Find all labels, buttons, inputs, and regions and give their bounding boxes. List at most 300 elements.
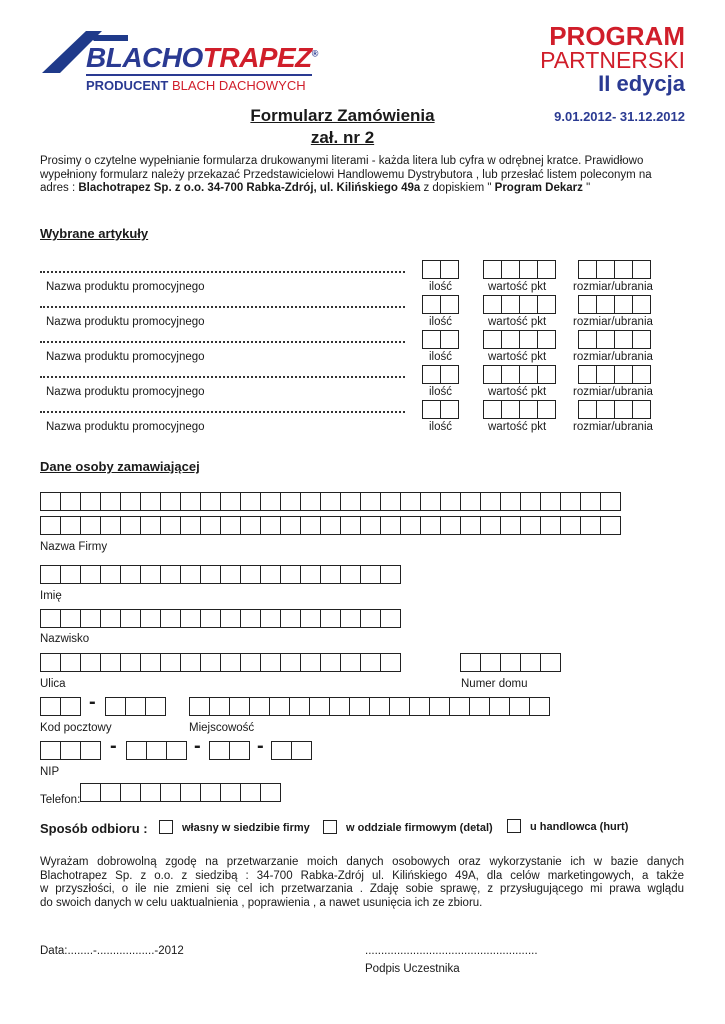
points-label: wartość pkt xyxy=(488,386,547,398)
program-edition: II edycja xyxy=(598,71,685,96)
input-box[interactable] xyxy=(209,697,230,716)
input-box[interactable] xyxy=(422,365,441,384)
input-box[interactable] xyxy=(260,492,281,511)
first-name-boxes[interactable] xyxy=(40,565,400,584)
input-box[interactable] xyxy=(320,492,341,511)
size-boxes[interactable] xyxy=(578,260,650,279)
input-box[interactable] xyxy=(200,492,221,511)
brand-subtitle-part2: BLACH DACHOWYCH xyxy=(171,78,306,93)
quantity-label: ilość xyxy=(429,386,453,398)
input-box[interactable] xyxy=(389,697,410,716)
input-box[interactable] xyxy=(180,516,201,535)
input-box[interactable] xyxy=(60,653,81,672)
input-box[interactable] xyxy=(380,609,401,628)
input-box[interactable] xyxy=(483,295,502,314)
input-box[interactable] xyxy=(440,365,459,384)
input-box[interactable] xyxy=(120,783,141,802)
input-box[interactable] xyxy=(100,783,121,802)
input-box[interactable] xyxy=(120,516,141,535)
input-box[interactable] xyxy=(220,565,241,584)
input-box[interactable] xyxy=(440,260,459,279)
input-box[interactable] xyxy=(596,260,615,279)
input-box[interactable] xyxy=(60,609,81,628)
input-box[interactable] xyxy=(360,565,381,584)
street-label: Ulica xyxy=(40,678,66,690)
size-boxes[interactable] xyxy=(578,365,650,384)
nip-dash: - xyxy=(110,735,117,757)
input-box[interactable] xyxy=(537,330,556,349)
input-box[interactable] xyxy=(260,516,281,535)
input-box[interactable] xyxy=(160,653,181,672)
intro-address-prefix: adres : xyxy=(40,182,79,194)
points-boxes[interactable] xyxy=(483,260,555,279)
pickup-option1-checkbox[interactable] xyxy=(159,820,173,834)
nip-dash: - xyxy=(194,735,201,757)
input-box[interactable] xyxy=(489,697,510,716)
input-box[interactable] xyxy=(126,741,147,760)
input-box[interactable] xyxy=(580,516,601,535)
points-label: wartość pkt xyxy=(488,421,547,433)
input-box[interactable] xyxy=(509,697,530,716)
input-box[interactable] xyxy=(429,697,450,716)
input-box[interactable] xyxy=(349,697,370,716)
input-box[interactable] xyxy=(140,492,161,511)
input-box[interactable] xyxy=(280,653,301,672)
input-box[interactable] xyxy=(105,697,126,716)
input-box[interactable] xyxy=(140,565,161,584)
input-box[interactable] xyxy=(578,330,597,349)
city-boxes[interactable] xyxy=(189,697,549,716)
input-box[interactable] xyxy=(360,492,381,511)
input-box[interactable] xyxy=(449,697,470,716)
input-box[interactable] xyxy=(200,783,221,802)
input-box[interactable] xyxy=(60,516,81,535)
input-box[interactable] xyxy=(200,609,221,628)
input-box[interactable] xyxy=(537,400,556,419)
input-box[interactable] xyxy=(422,330,441,349)
input-box[interactable] xyxy=(440,516,461,535)
input-box[interactable] xyxy=(271,741,292,760)
input-box[interactable] xyxy=(160,609,181,628)
input-box[interactable] xyxy=(614,260,633,279)
input-box[interactable] xyxy=(300,609,321,628)
input-box[interactable] xyxy=(189,697,210,716)
company-boxes-row1[interactable] xyxy=(40,492,620,511)
city-label: Miejscowość xyxy=(189,722,255,734)
input-box[interactable] xyxy=(240,609,261,628)
input-box[interactable] xyxy=(483,400,502,419)
input-box[interactable] xyxy=(340,516,361,535)
input-box[interactable] xyxy=(200,653,221,672)
form-subtitle: zał. nr 2 xyxy=(310,128,375,147)
input-box[interactable] xyxy=(360,653,381,672)
quantity-boxes[interactable] xyxy=(422,260,458,279)
input-box[interactable] xyxy=(240,783,261,802)
company-boxes-row2[interactable] xyxy=(40,516,620,535)
input-box[interactable] xyxy=(80,653,101,672)
input-box[interactable] xyxy=(614,295,633,314)
intro-text xyxy=(40,155,686,196)
input-box[interactable] xyxy=(80,609,101,628)
input-box[interactable] xyxy=(320,653,341,672)
input-box[interactable] xyxy=(249,697,270,716)
input-box[interactable] xyxy=(140,516,161,535)
input-box[interactable] xyxy=(160,783,181,802)
size-label: rozmiar/ubrania xyxy=(573,281,653,293)
input-box[interactable] xyxy=(529,697,550,716)
input-box[interactable] xyxy=(440,330,459,349)
input-box[interactable] xyxy=(229,741,250,760)
input-box[interactable] xyxy=(280,516,301,535)
input-box[interactable] xyxy=(540,653,561,672)
nip-label: NIP xyxy=(40,766,60,778)
input-box[interactable] xyxy=(340,609,361,628)
input-box[interactable] xyxy=(60,492,81,511)
input-box[interactable] xyxy=(500,492,521,511)
input-box[interactable] xyxy=(632,260,651,279)
product-name-line[interactable] xyxy=(40,306,405,308)
input-box[interactable] xyxy=(166,741,187,760)
input-box[interactable] xyxy=(269,697,290,716)
input-box[interactable] xyxy=(380,516,401,535)
points-boxes[interactable] xyxy=(483,330,555,349)
input-box[interactable] xyxy=(596,365,615,384)
input-box[interactable] xyxy=(340,565,361,584)
nip-boxes-c[interactable] xyxy=(209,741,249,760)
input-box[interactable] xyxy=(519,260,538,279)
consent-line: w przyszłości, o ile nie zmieni się cel ich przetwarzania . Zdaję sobie sprawę, z przysługującego mi prawa wglądu xyxy=(40,883,684,895)
points-label: wartość pkt xyxy=(488,316,547,328)
brand-name-part2: TRAPEZ xyxy=(202,42,312,73)
quantity-boxes[interactable] xyxy=(422,295,458,314)
input-box[interactable] xyxy=(280,492,301,511)
pickup-option3-checkbox[interactable] xyxy=(507,819,521,833)
input-box[interactable] xyxy=(469,697,490,716)
input-box[interactable] xyxy=(519,295,538,314)
consent-text xyxy=(40,856,684,910)
input-box[interactable] xyxy=(440,400,459,419)
quantity-boxes[interactable] xyxy=(422,365,458,384)
points-boxes[interactable] xyxy=(483,400,555,419)
nip-boxes-b[interactable] xyxy=(126,741,186,760)
input-box[interactable] xyxy=(80,492,101,511)
input-box[interactable] xyxy=(240,565,261,584)
input-box[interactable] xyxy=(537,295,556,314)
input-box[interactable] xyxy=(480,516,501,535)
quantity-label: ilość xyxy=(429,351,453,363)
quantity-label: ilość xyxy=(429,421,453,433)
input-box[interactable] xyxy=(40,565,61,584)
input-box[interactable] xyxy=(422,295,441,314)
input-box[interactable] xyxy=(40,697,61,716)
input-box[interactable] xyxy=(209,741,230,760)
input-box[interactable] xyxy=(580,492,601,511)
input-box[interactable] xyxy=(40,653,61,672)
program-subtitle: PARTNERSKI xyxy=(540,47,685,73)
input-box[interactable] xyxy=(500,516,521,535)
input-box[interactable] xyxy=(560,516,581,535)
input-box[interactable] xyxy=(578,400,597,419)
product-name-line[interactable] xyxy=(40,271,405,273)
points-boxes[interactable] xyxy=(483,365,555,384)
input-box[interactable] xyxy=(614,365,633,384)
quantity-boxes[interactable] xyxy=(422,330,458,349)
input-box[interactable] xyxy=(440,492,461,511)
postal-code-boxes-b[interactable] xyxy=(105,697,165,716)
articles-heading: Wybrane artykuły xyxy=(40,226,149,241)
phone-label: Telefon: xyxy=(40,794,81,806)
form-title: Formularz Zamówienia xyxy=(250,106,435,125)
pickup-heading: Sposób odbioru : xyxy=(40,821,148,836)
input-box[interactable] xyxy=(120,492,141,511)
input-box[interactable] xyxy=(40,609,61,628)
postal-dash: - xyxy=(89,691,96,713)
input-box[interactable] xyxy=(422,400,441,419)
input-box[interactable] xyxy=(60,565,81,584)
input-box[interactable] xyxy=(260,653,281,672)
input-box[interactable] xyxy=(360,609,381,628)
program-dates: 9.01.2012- 31.12.2012 xyxy=(554,109,685,124)
intro-program-name: Program Dekarz xyxy=(494,182,583,194)
input-box[interactable] xyxy=(480,492,501,511)
input-box[interactable] xyxy=(600,492,621,511)
input-box[interactable] xyxy=(300,492,321,511)
street-boxes[interactable] xyxy=(40,653,400,672)
input-box[interactable] xyxy=(500,653,521,672)
input-box[interactable] xyxy=(280,565,301,584)
company-label: Nazwa Firmy xyxy=(40,541,108,553)
input-box[interactable] xyxy=(614,400,633,419)
input-box[interactable] xyxy=(380,492,401,511)
input-box[interactable] xyxy=(483,260,502,279)
product-label: Nazwa produktu promocyjnego xyxy=(46,421,205,433)
input-box[interactable] xyxy=(578,295,597,314)
input-box[interactable] xyxy=(560,492,581,511)
input-box[interactable] xyxy=(300,565,321,584)
input-box[interactable] xyxy=(369,697,390,716)
input-box[interactable] xyxy=(483,365,502,384)
input-box[interactable] xyxy=(220,516,241,535)
input-box[interactable] xyxy=(422,260,441,279)
input-box[interactable] xyxy=(220,492,241,511)
input-box[interactable] xyxy=(537,365,556,384)
input-box[interactable] xyxy=(100,492,121,511)
house-number-label: Numer domu xyxy=(461,678,528,690)
input-box[interactable] xyxy=(320,609,341,628)
input-box[interactable] xyxy=(160,492,181,511)
input-box[interactable] xyxy=(578,365,597,384)
input-box[interactable] xyxy=(300,653,321,672)
brand-name-part1: BLACHO xyxy=(86,42,203,73)
quantity-label: ilość xyxy=(429,281,453,293)
input-box[interactable] xyxy=(600,516,621,535)
size-boxes[interactable] xyxy=(578,400,650,419)
nip-boxes-a[interactable] xyxy=(40,741,100,760)
product-name-line[interactable] xyxy=(40,341,405,343)
input-box[interactable] xyxy=(289,697,310,716)
program-title: PROGRAM xyxy=(549,21,685,51)
input-box[interactable] xyxy=(291,741,312,760)
input-box[interactable] xyxy=(400,492,421,511)
input-box[interactable] xyxy=(229,697,250,716)
input-box[interactable] xyxy=(140,653,161,672)
input-box[interactable] xyxy=(380,565,401,584)
input-box[interactable] xyxy=(420,516,441,535)
input-box[interactable] xyxy=(160,565,181,584)
input-box[interactable] xyxy=(632,330,651,349)
quantity-label: ilość xyxy=(429,316,453,328)
input-box[interactable] xyxy=(596,295,615,314)
product-label: Nazwa produktu promocyjnego xyxy=(46,351,205,363)
input-box[interactable] xyxy=(320,516,341,535)
input-box[interactable] xyxy=(180,492,201,511)
input-box[interactable] xyxy=(519,365,538,384)
input-box[interactable] xyxy=(220,783,241,802)
intro-address: Blachotrapez Sp. z o.o. 34-700 Rabka-Zdrój, ul. Kilińskiego 49a xyxy=(78,182,421,194)
input-box[interactable] xyxy=(80,516,101,535)
input-box[interactable] xyxy=(40,741,61,760)
input-box[interactable] xyxy=(180,653,201,672)
signature-label: Podpis Uczestnika xyxy=(365,963,460,975)
input-box[interactable] xyxy=(180,783,201,802)
postal-code-boxes-a[interactable] xyxy=(40,697,80,716)
input-box[interactable] xyxy=(520,516,541,535)
input-box[interactable] xyxy=(40,492,61,511)
input-box[interactable] xyxy=(220,653,241,672)
input-box[interactable] xyxy=(240,492,261,511)
input-box[interactable] xyxy=(519,330,538,349)
size-boxes[interactable] xyxy=(578,330,650,349)
phone-boxes[interactable] xyxy=(80,783,280,802)
input-box[interactable] xyxy=(120,653,141,672)
input-box[interactable] xyxy=(140,783,161,802)
input-box[interactable] xyxy=(420,492,441,511)
points-boxes[interactable] xyxy=(483,295,555,314)
input-box[interactable] xyxy=(80,565,101,584)
input-box[interactable] xyxy=(100,653,121,672)
input-box[interactable] xyxy=(260,565,281,584)
size-boxes[interactable] xyxy=(578,295,650,314)
input-box[interactable] xyxy=(100,565,121,584)
input-box[interactable] xyxy=(125,697,146,716)
input-box[interactable] xyxy=(120,565,141,584)
product-name-line[interactable] xyxy=(40,411,405,413)
input-box[interactable] xyxy=(340,653,361,672)
nip-boxes-d[interactable] xyxy=(271,741,311,760)
input-box[interactable] xyxy=(309,697,330,716)
brand-subtitle-part1: PRODUCENT xyxy=(86,78,169,93)
input-box[interactable] xyxy=(340,492,361,511)
input-box[interactable] xyxy=(578,260,597,279)
input-box[interactable] xyxy=(632,295,651,314)
input-box[interactable] xyxy=(360,516,381,535)
intro-line xyxy=(40,182,686,196)
input-box[interactable] xyxy=(60,741,81,760)
input-box[interactable] xyxy=(501,365,520,384)
input-box[interactable] xyxy=(380,653,401,672)
input-box[interactable] xyxy=(520,492,541,511)
date-field[interactable]: Data:........-..................-2012 xyxy=(40,945,184,957)
quantity-boxes[interactable] xyxy=(422,400,458,419)
input-box[interactable] xyxy=(60,697,81,716)
input-box[interactable] xyxy=(145,697,166,716)
input-box[interactable] xyxy=(240,653,261,672)
registered-mark: ® xyxy=(311,48,318,59)
input-box[interactable] xyxy=(460,653,481,672)
program-block xyxy=(540,21,685,96)
input-box[interactable] xyxy=(240,516,261,535)
intro-note-prefix: z dopiskiem " xyxy=(420,182,495,194)
input-box[interactable] xyxy=(200,565,221,584)
input-box[interactable] xyxy=(501,330,520,349)
input-box[interactable] xyxy=(501,260,520,279)
input-box[interactable] xyxy=(614,330,633,349)
input-box[interactable] xyxy=(280,609,301,628)
input-box[interactable] xyxy=(120,609,141,628)
input-box[interactable] xyxy=(100,609,121,628)
input-box[interactable] xyxy=(632,400,651,419)
input-box[interactable] xyxy=(300,516,321,535)
input-box[interactable] xyxy=(200,516,221,535)
input-box[interactable] xyxy=(632,365,651,384)
input-box[interactable] xyxy=(160,516,181,535)
input-box[interactable] xyxy=(80,741,101,760)
input-box[interactable] xyxy=(100,516,121,535)
input-box[interactable] xyxy=(460,492,481,511)
last-name-boxes[interactable] xyxy=(40,609,400,628)
input-box[interactable] xyxy=(329,697,350,716)
house-number-boxes[interactable] xyxy=(460,653,560,672)
product-name-line[interactable] xyxy=(40,376,405,378)
input-box[interactable] xyxy=(440,295,459,314)
brand-subtitle xyxy=(86,78,306,93)
input-box[interactable] xyxy=(520,653,541,672)
input-box[interactable] xyxy=(519,400,538,419)
input-box[interactable] xyxy=(480,653,501,672)
input-box[interactable] xyxy=(409,697,430,716)
postal-code-label: Kod pocztowy xyxy=(40,722,112,734)
input-box[interactable] xyxy=(460,516,481,535)
input-box[interactable] xyxy=(596,330,615,349)
input-box[interactable] xyxy=(40,516,61,535)
input-box[interactable] xyxy=(320,565,341,584)
input-box[interactable] xyxy=(540,492,561,511)
input-box[interactable] xyxy=(220,609,241,628)
input-box[interactable] xyxy=(596,400,615,419)
consent-line: do swoich danych w celu uaktualnienia , poprawienia , a nawet usunięcia ich ze zbioru. xyxy=(40,896,483,909)
consent-line: Blachotrapez Sp. z o.o. z siedzibą : 34-700 Rabka-Zdrój ul. Kilińskiego 49A, dla celów marketingowych, a także xyxy=(40,869,684,882)
input-box[interactable] xyxy=(501,400,520,419)
input-box[interactable] xyxy=(146,741,167,760)
signature-line[interactable]: ...................................................... xyxy=(365,945,538,957)
pickup-option3-label: u handlowca (hurt) xyxy=(530,821,629,833)
size-label: rozmiar/ubrania xyxy=(573,316,653,328)
input-box[interactable] xyxy=(140,609,161,628)
intro-line: wypełniony formularz należy przekazać Przedstawicielowi Handlowemu Dystrybutora , lub przesłać listem poleconym na xyxy=(40,168,652,181)
input-box[interactable] xyxy=(260,609,281,628)
input-box[interactable] xyxy=(80,783,101,802)
input-box[interactable] xyxy=(501,295,520,314)
pickup-option2-checkbox[interactable] xyxy=(323,820,337,834)
input-box[interactable] xyxy=(260,783,281,802)
input-box[interactable] xyxy=(540,516,561,535)
points-label: wartość pkt xyxy=(488,281,547,293)
input-box[interactable] xyxy=(483,330,502,349)
input-box[interactable] xyxy=(400,516,421,535)
input-box[interactable] xyxy=(537,260,556,279)
input-box[interactable] xyxy=(180,565,201,584)
input-box[interactable] xyxy=(180,609,201,628)
